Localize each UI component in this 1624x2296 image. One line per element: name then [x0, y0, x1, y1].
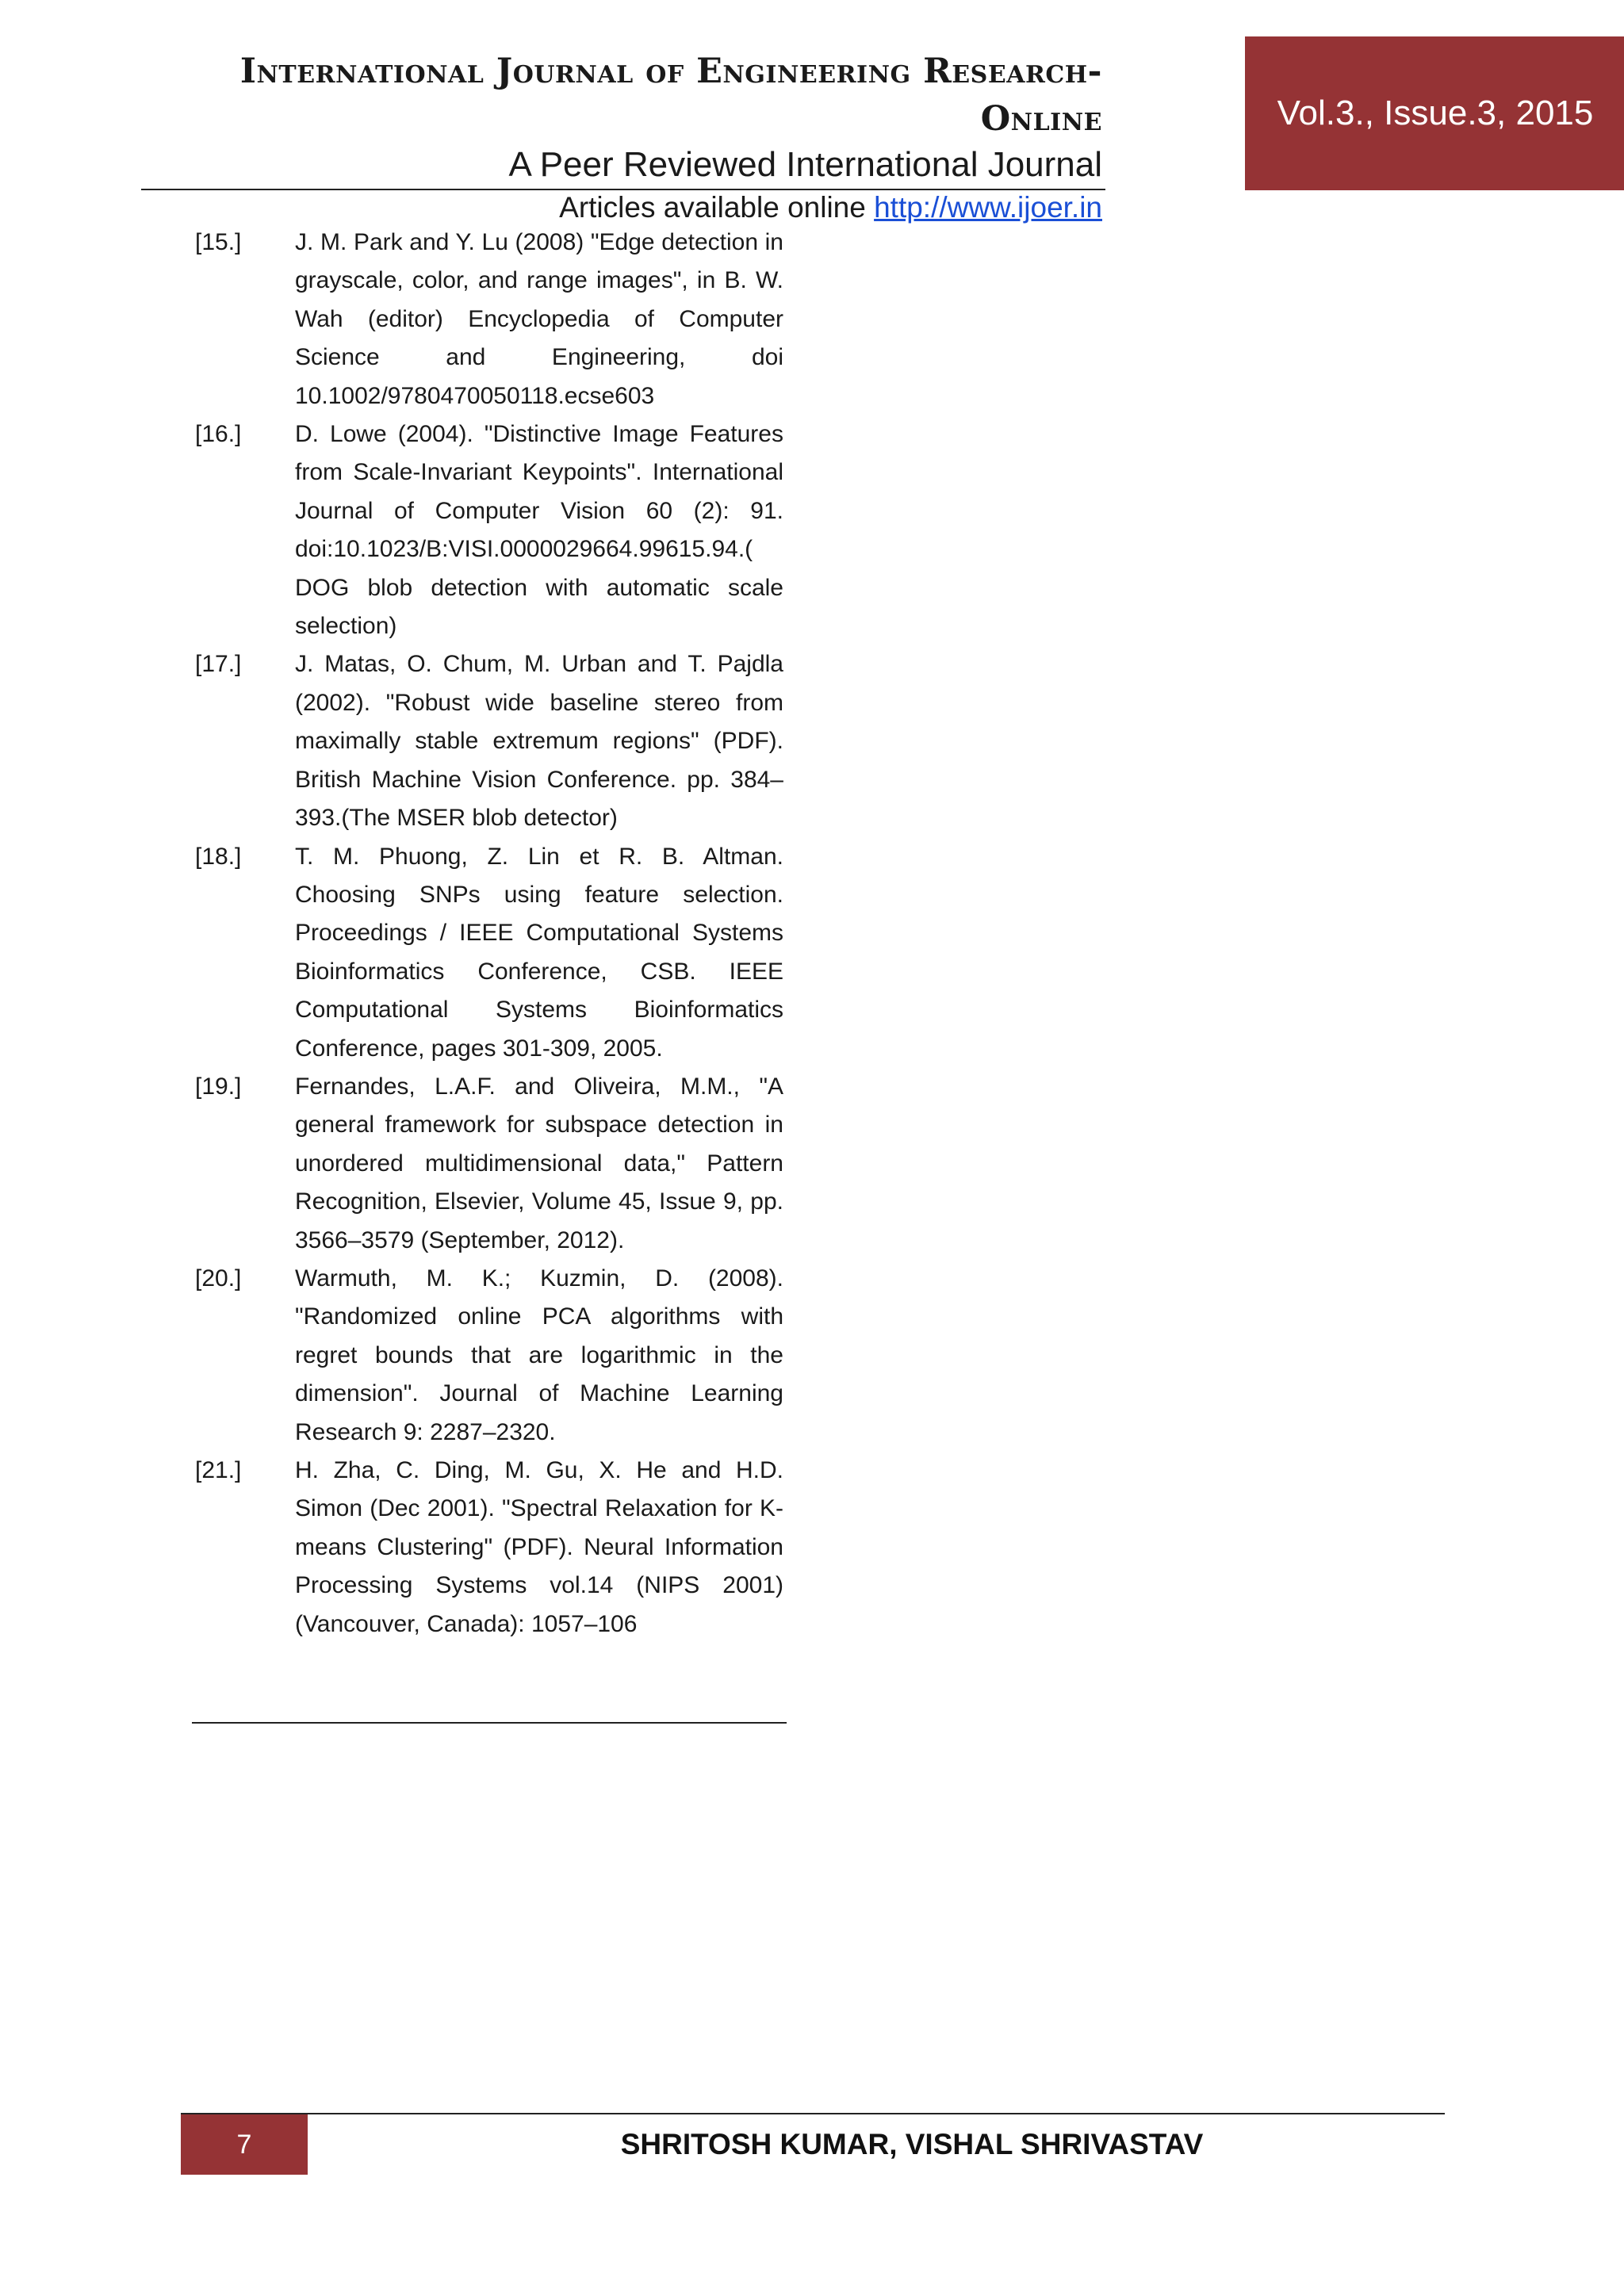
reference-text: J. Matas, O. Chum, M. Urban and T. Pajdla (2002). "Robust wide baseline stereo from maximally stable extremum regions" (PDF). British Machine Vision Conference. pp. 384–393.(The MSER blob detector) [295, 651, 783, 832]
page-number: 7 [236, 2129, 252, 2160]
reference-text: T. M. Phuong, Z. Lin et R. B. Altman. Choosing SNPs using feature selection. Proceedings / IEEE Computational Systems Bioinformatics Conference, CSB. IEEE Computational Systems Bioinformatics Conference, pages 301-309, 2005. [295, 843, 783, 1062]
page-header [141, 36, 1594, 224]
reference-item [195, 1452, 783, 1644]
reference-number: [18.] [195, 843, 242, 870]
references-list [195, 224, 783, 1644]
reference-text: Fernandes, L.A.F. and Oliveira, M.M., "A general framework for subspace detection in unordered multidimensional data," Pattern Recognition, Elsevier, Volume 45, Issue 9, pp. 3566–3579 (September, 2012). [295, 1073, 783, 1253]
volume-label: Vol.3., Issue.3, 2015 [1277, 94, 1594, 132]
reference-item [195, 838, 783, 1068]
online-prefix: Articles available online [559, 191, 875, 224]
reference-item [195, 1068, 783, 1260]
journal-masthead [230, 48, 1102, 228]
reference-item [195, 415, 783, 645]
page-number-badge [181, 2114, 308, 2175]
reference-number: [19.] [195, 1073, 242, 1100]
reference-item [195, 1260, 783, 1452]
reference-text: J. M. Park and Y. Lu (2008) "Edge detection in grayscale, color, and range images", in B. W. Wah (editor) Encyclopedia of Computer Science and Engineering, doi 10.1002/9780470050118.ecse603 [295, 229, 783, 409]
reference-item [195, 224, 783, 415]
reference-item [195, 645, 783, 837]
reference-number: [15.] [195, 229, 242, 255]
reference-number: [21.] [195, 1457, 242, 1483]
reference-text: D. Lowe (2004). "Distinctive Image Features from Scale-Invariant Keypoints". International Journal of Computer Vision 60 (2): 91. doi:10.1023/B:VISI.0000029664.99615.94.( DOG blob detection with automatic scale selection) [295, 421, 783, 640]
reference-text: Warmuth, M. K.; Kuzmin, D. (2008). "Randomized online PCA algorithms with regret bounds that are logarithmic in the dimension". Journal of Machine Learning Research 9: 2287–2320. [295, 1265, 783, 1445]
journal-name: International Journal of Engineering Research-Online [239, 52, 1102, 139]
header-divider [141, 189, 1105, 190]
volume-badge [1245, 36, 1624, 190]
references-end-divider [192, 1722, 787, 1724]
journal-subtitle: A Peer Reviewed International Journal [508, 145, 1102, 184]
reference-number: [17.] [195, 651, 242, 678]
journal-online-line [230, 187, 1102, 228]
footer-authors: SHRITOSH KUMAR, VISHAL SHRIVASTAV [620, 2128, 1204, 2160]
reference-number: [16.] [195, 421, 242, 448]
footer-divider [181, 2113, 1445, 2114]
reference-text: H. Zha, C. Ding, M. Gu, X. He and H.D. Simon (Dec 2001). "Spectral Relaxation for K-means Clustering" (PDF). Neural Information Processing Systems vol.14 (NIPS 2001) (Vancouver, Canada): 1057–106 [295, 1457, 783, 1637]
reference-number: [20.] [195, 1265, 242, 1292]
journal-url-link[interactable]: http://www.ijoer.in [874, 191, 1102, 224]
